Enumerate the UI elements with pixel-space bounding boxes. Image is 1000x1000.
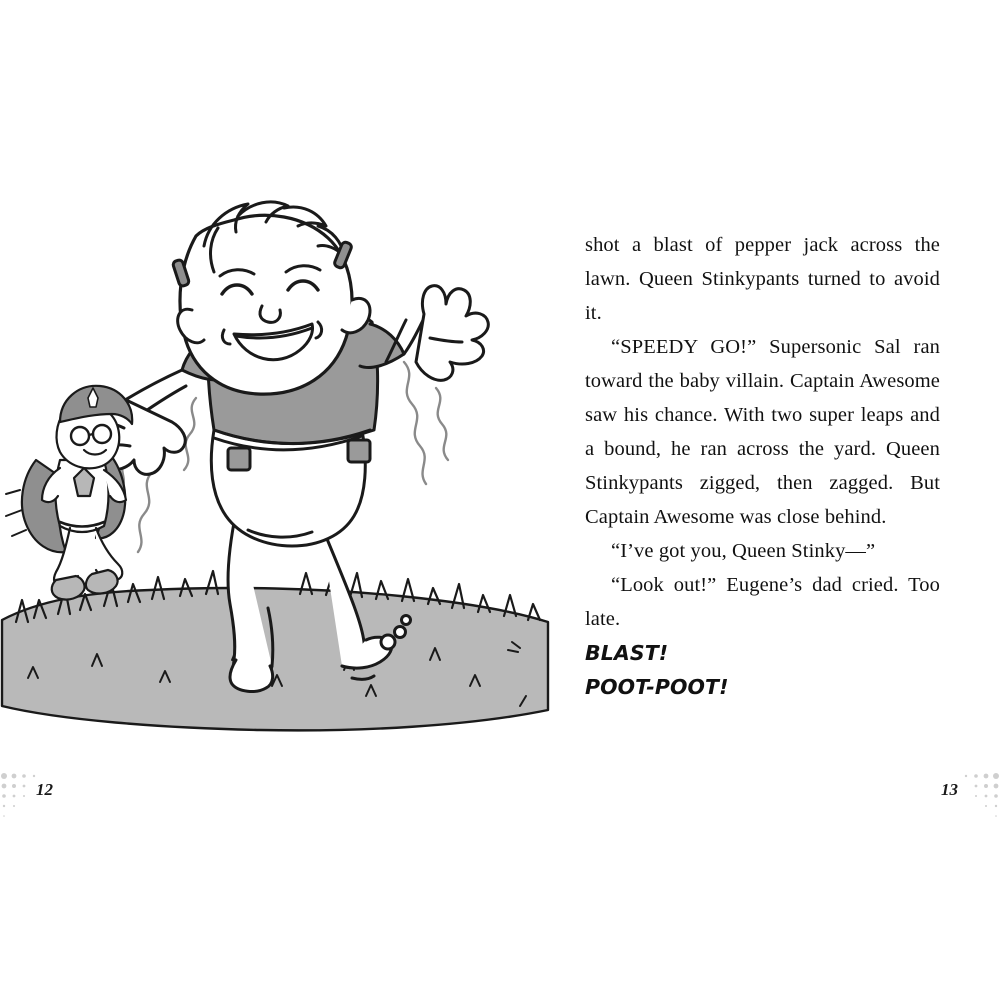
paragraph-1: shot a blast of pepper jack across the lawn. Queen Stinkypants turned to avoid it.: [585, 234, 940, 324]
paragraph-3: “I’ve got you, Queen Stinky—”: [611, 540, 876, 562]
grass-mound: [2, 571, 548, 730]
right-page: [560, 0, 1000, 1000]
captain-awesome: [6, 386, 132, 600]
paragraph-4: “Look out!” Eugene’s dad cried. Too late.: [585, 574, 940, 630]
sound-effect-blast: BLAST!: [585, 641, 669, 665]
page-number-right: 13: [941, 780, 958, 799]
body-text-column: [585, 228, 940, 704]
sound-effect-poot: POOT-POOT!: [585, 675, 729, 699]
illustration-captain-awesome-chasing-baby-villain: [0, 130, 560, 780]
page-number-left: 12: [36, 780, 53, 799]
paragraph-2: “SPEEDY GO!” Supersonic Sal ran toward the baby villain. Captain Awesome saw his chance. With two super leaps and a bound, he ran across the yard. Queen Stinkypants zigged, then zagged. But Captain Awesome was close behind.: [585, 336, 940, 528]
